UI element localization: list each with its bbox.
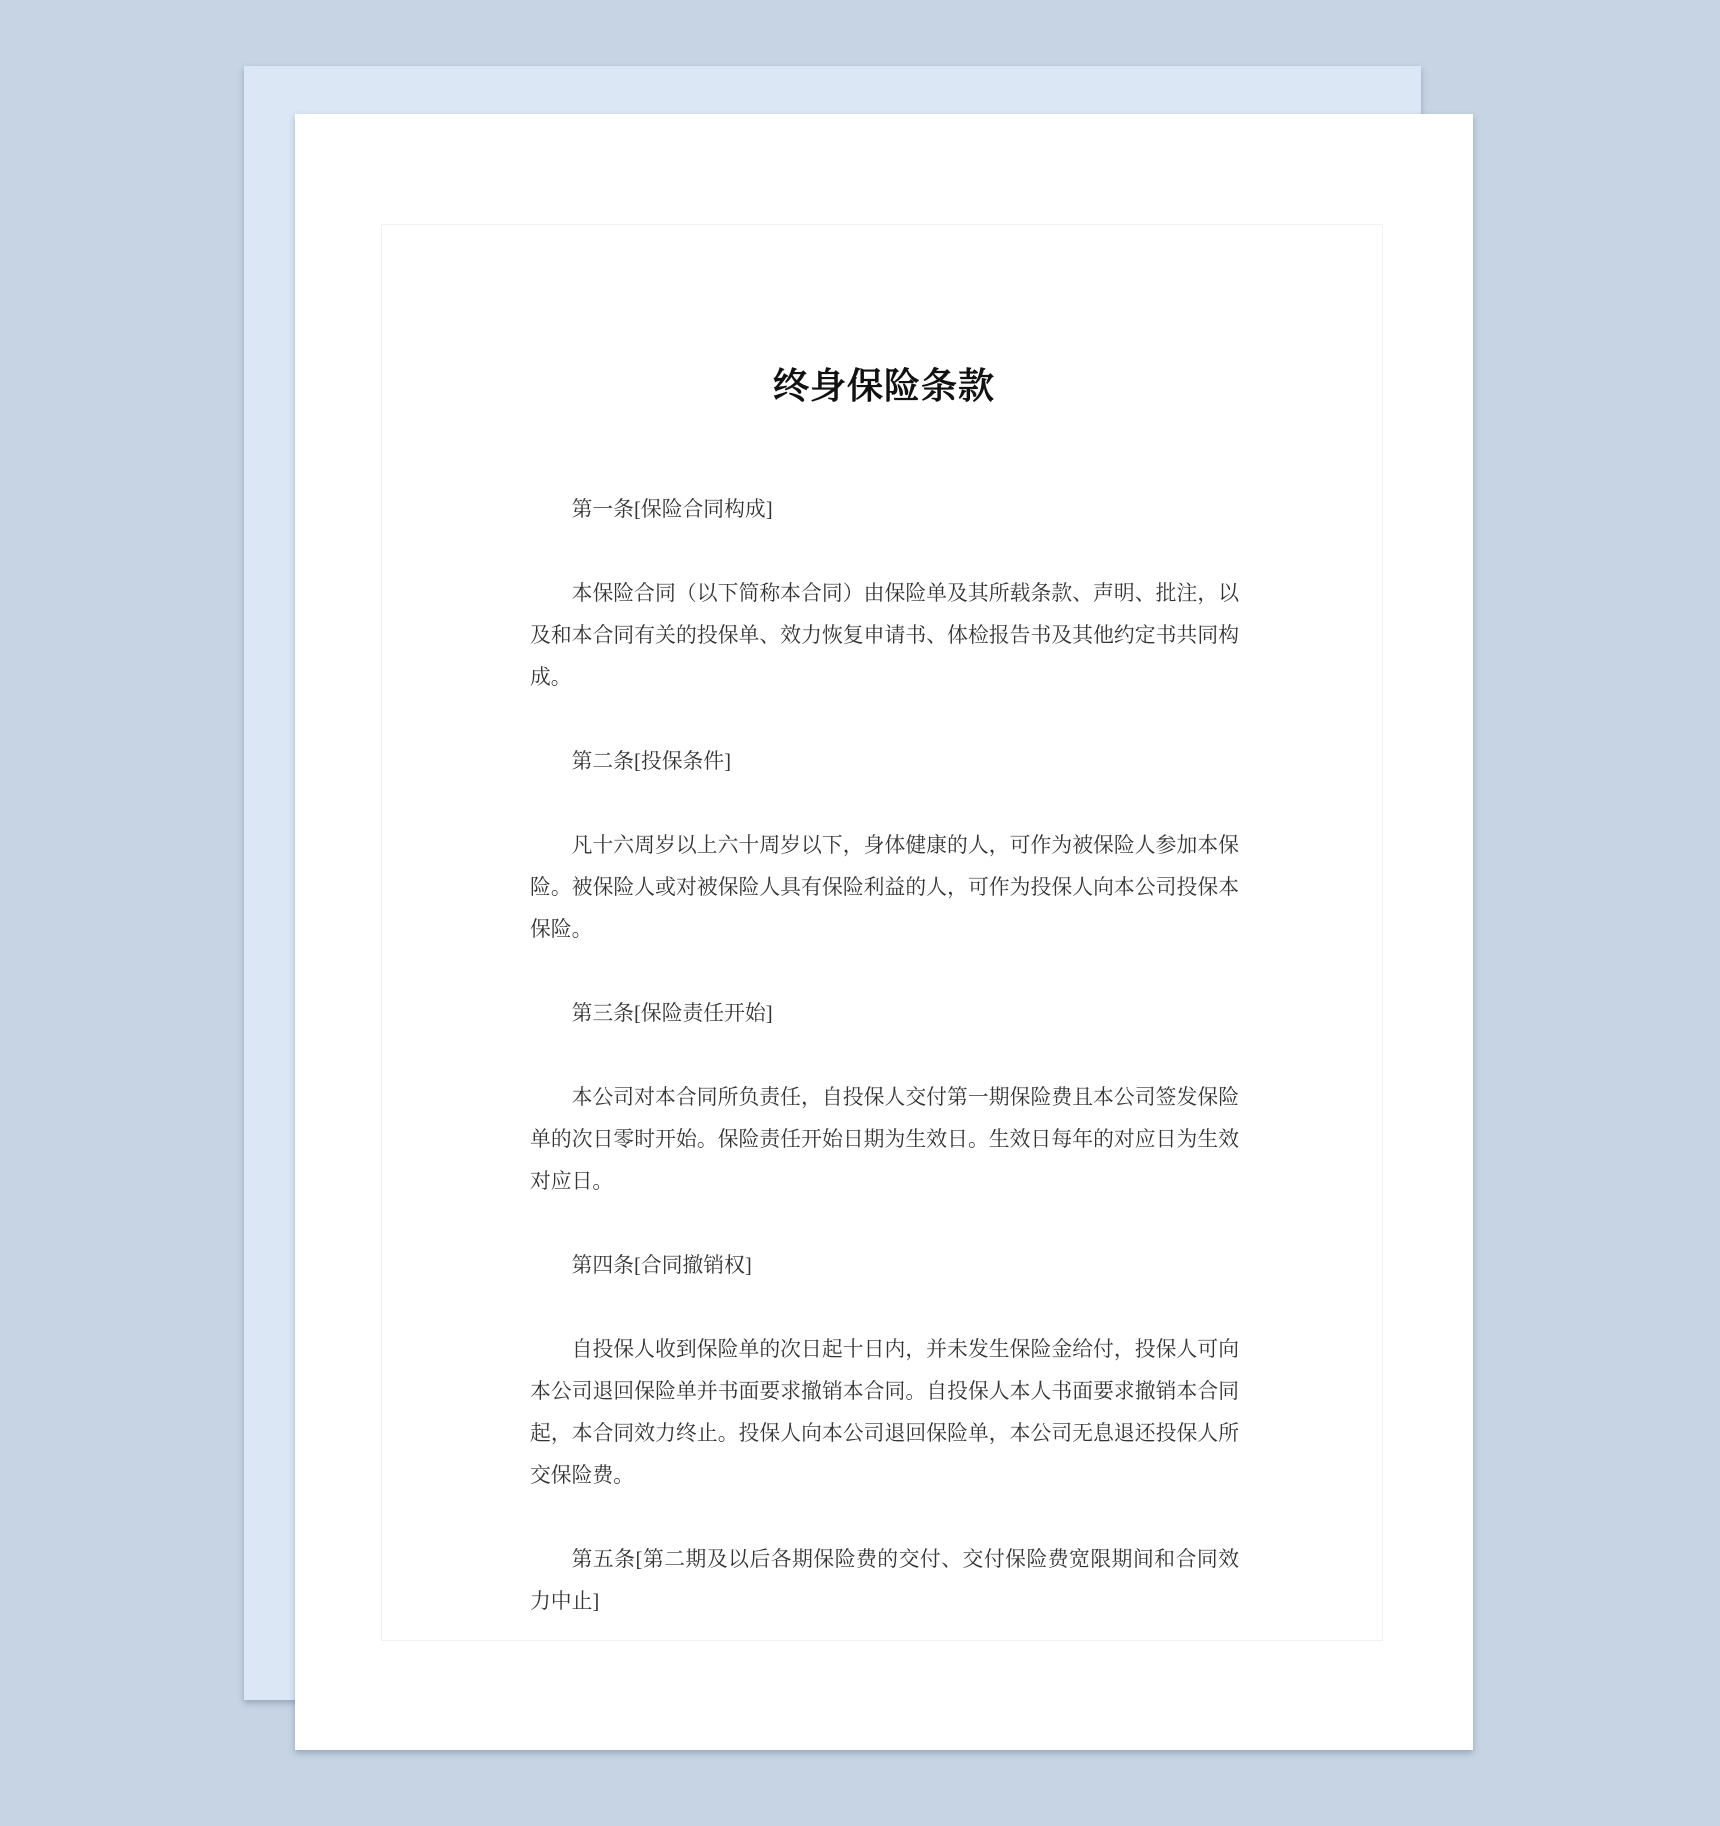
- article-text: 本保险合同（以下简称本合同）由保险单及其所载条款、声明、批注，以及和本合同有关的投保单、效力恢复申请书、体检报告书及其他约定书共同构成。: [530, 582, 1239, 689]
- article-heading: 第一条[保险合同构成]: [571, 498, 773, 521]
- document-page: [295, 114, 1473, 1750]
- article-heading: 第三条[保险责任开始]: [571, 1002, 773, 1025]
- document-title: 终身保险条款: [772, 366, 995, 407]
- article-text: 凡十六周岁以上六十周岁以下，身体健康的人，可作为被保险人参加本保险。被保险人或对被保险人具有保险利益的人，可作为投保人向本公司投保本保险。: [530, 834, 1239, 941]
- document-body: [530, 489, 1239, 1665]
- article-heading: 第二条[投保条件]: [571, 750, 732, 773]
- article-text: 本公司对本合同所负责任，自投保人交付第一期保险费且本公司签发保险单的次日零时开始。保险责任开始日期为生效日。生效日每年的对应日为生效对应日。: [530, 1086, 1239, 1193]
- article-heading: 第五条[第二期及以后各期保险费的交付、交付保险费宽限期间和合同效力中止]: [530, 1548, 1239, 1613]
- article-heading: 第四条[合同撤销权]: [571, 1254, 752, 1277]
- article-text: 自投保人收到保险单的次日起十日内，并未发生保险金给付，投保人可向本公司退回保险单并书面要求撤销本合同。自投保人本人书面要求撤销本合同起，本合同效力终止。投保人向本公司退回保险单，本公司无息退还投保人所交保险费。: [530, 1338, 1239, 1487]
